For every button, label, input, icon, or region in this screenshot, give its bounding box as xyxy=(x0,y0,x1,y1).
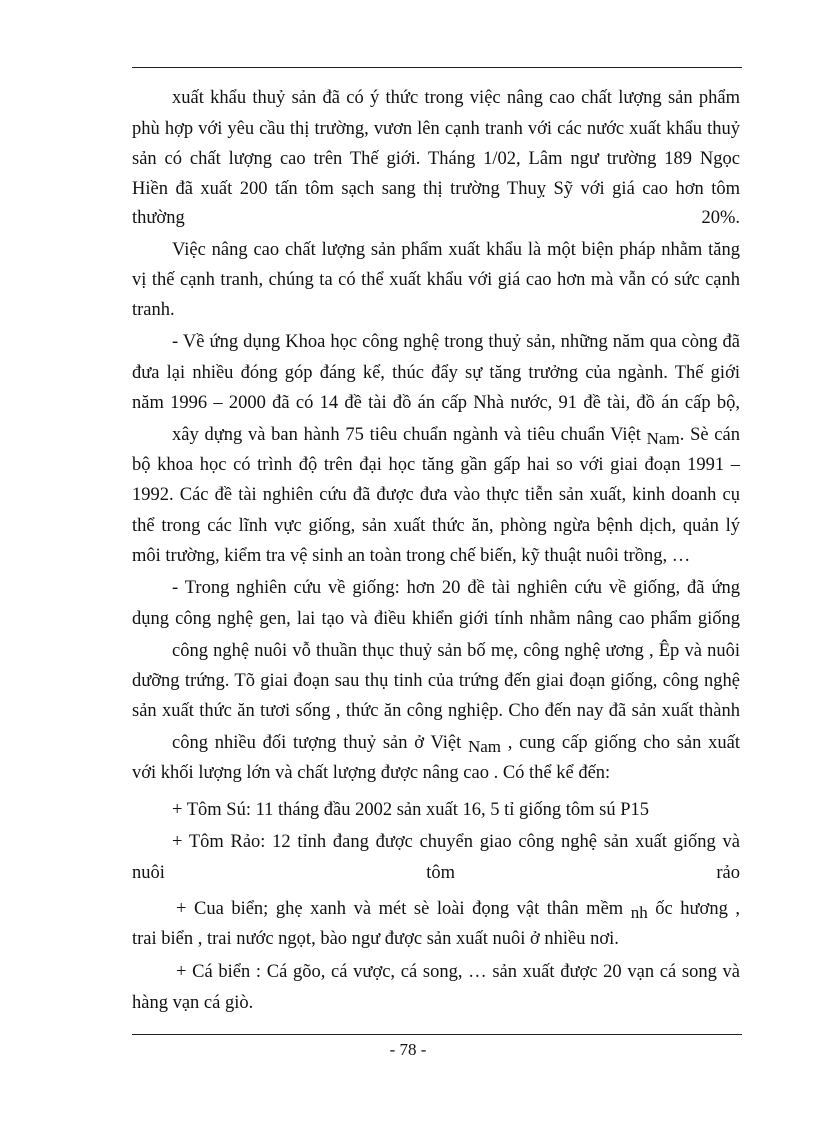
text-run: , cung cấp giống cho sản xuất xyxy=(501,733,740,753)
text-run: . Sè cán xyxy=(679,425,740,445)
text-line: sản xuất thức ăn tươi sống , thức ăn công nghiệp. Cho đến nay đã sản xuất thành xyxy=(132,701,740,721)
text-line-with-subscript xyxy=(172,424,740,446)
text-line: bộ khoa học có trình độ trên đại học tăng gần gấp hai so với giai đoạn 1991 – xyxy=(132,455,740,475)
word: rảo xyxy=(716,863,740,883)
text-line: + Tôm Sú: 11 tháng đầu 2002 sản xuất 16, 5 tỉ giống tôm sú P15 xyxy=(172,800,650,820)
text-line: thể trong các lĩnh vực giống, sản xuất thức ăn, phòng ngừa bệnh dịch, quản lý xyxy=(132,516,740,536)
subscript-run: nh xyxy=(630,903,648,922)
text-line: tranh. xyxy=(132,300,175,320)
text-line: phù hợp với yêu cầu thị trường, vươn lên cạnh tranh với các nước xuất khẩu thuỷ xyxy=(132,119,740,139)
text-line: 1992. Các đề tài nghiên cứu đã được đưa vào thực tiễn sản xuất, kinh doanh cụ xyxy=(132,485,740,505)
text-line: xuất khẩu thuỷ sản đã có ý thức trong việc nâng cao chất lượng sản phẩm xyxy=(172,88,740,108)
header-rule xyxy=(132,67,742,68)
text-line: năm 1996 – 2000 đã có 14 đề tài đồ án cấp Nhà nước, 91 đề tài, đồ án cấp bộ, xyxy=(132,393,740,413)
text-run: xây dựng và ban hành 75 tiêu chuẩn ngành và tiêu chuẩn Việt xyxy=(172,425,647,445)
text-line: + Cá biển : Cá gõo, cá vược, cá song, … sản xuất được 20 vạn cá song và xyxy=(176,962,740,982)
text-line-split xyxy=(132,862,740,884)
text-line: môi trường, kiểm tra vệ sinh an toàn trong chế biến, kỹ thuật nuôi trồng, … xyxy=(132,546,691,566)
text-line: dụng công nghệ gen, lai tạo và điều khiển giới tính nhằm nâng cao phẩm giống xyxy=(132,609,740,629)
text-run: ốc hương , xyxy=(647,899,740,919)
word: 20%. xyxy=(701,208,740,228)
text-line: dưỡng trứng. Tõ giai đoạn sau thụ tinh của trứng đến giai đoạn giống, công nghệ xyxy=(132,671,740,691)
subscript-run: Nam xyxy=(467,737,502,756)
text-line: vị thế cạnh tranh, chúng ta có thể xuất khẩu với giá cao hơn mà vẫn có sức cạnh xyxy=(132,270,740,290)
text-run: công nhiều đối tượng thuỷ sản ở Việt xyxy=(172,733,468,753)
text-run: + Cua biển; ghẹ xanh và mét sè loài đọng vật thân mềm xyxy=(176,899,631,919)
text-line: + Tôm Rảo: 12 tỉnh đang được chuyển giao công nghệ sản xuất giống và xyxy=(172,832,740,852)
text-line: trai biển , trai nước ngọt, bào ngư được sản xuất nuôi ở nhiều nơi. xyxy=(132,929,619,949)
text-line: Hiền đã xuất 200 tấn tôm sạch sang thị trường Thuỵ Sỹ với giá cao hơn tôm xyxy=(132,179,740,199)
text-line-with-subscript xyxy=(172,732,740,754)
text-line-with-subscript xyxy=(176,898,740,920)
text-line-split xyxy=(132,207,740,229)
word: nuôi xyxy=(132,863,165,883)
text-line: Việc nâng cao chất lượng sản phẩm xuất khẩu là một biện pháp nhằm tăng xyxy=(172,240,740,260)
text-line: sản có chất lượng cao trên Thế giới. Tháng 1/02, Lâm ngư trường 189 Ngọc xyxy=(132,149,740,169)
text-line: - Trong nghiên cứu về giống: hơn 20 đề tài nghiên cứu về giống, đã ứng xyxy=(172,578,740,598)
page-number: - 78 - xyxy=(389,1040,427,1059)
footer-rule xyxy=(132,1034,742,1035)
subscript-run: Nam xyxy=(646,429,680,448)
text-line: hàng vạn cá giò. xyxy=(132,993,254,1013)
text-line: công nghệ nuôi vỗ thuần thục thuỷ sản bố mẹ, công nghệ ương , Êp và nuôi xyxy=(172,641,740,661)
word: tôm xyxy=(426,863,456,883)
word: thường xyxy=(132,208,185,228)
text-line: - Về ứng dụng Khoa học công nghệ trong thuỷ sản, những năm qua còng đã xyxy=(172,332,740,352)
text-line: đưa lại nhiều đóng góp đáng kể, thúc đẩy sự tăng trưởng của ngành. Thế giới xyxy=(132,363,740,383)
text-line: với khối lượng lớn và chất lượng được nâng cao . Có thể kể đến: xyxy=(132,763,611,783)
